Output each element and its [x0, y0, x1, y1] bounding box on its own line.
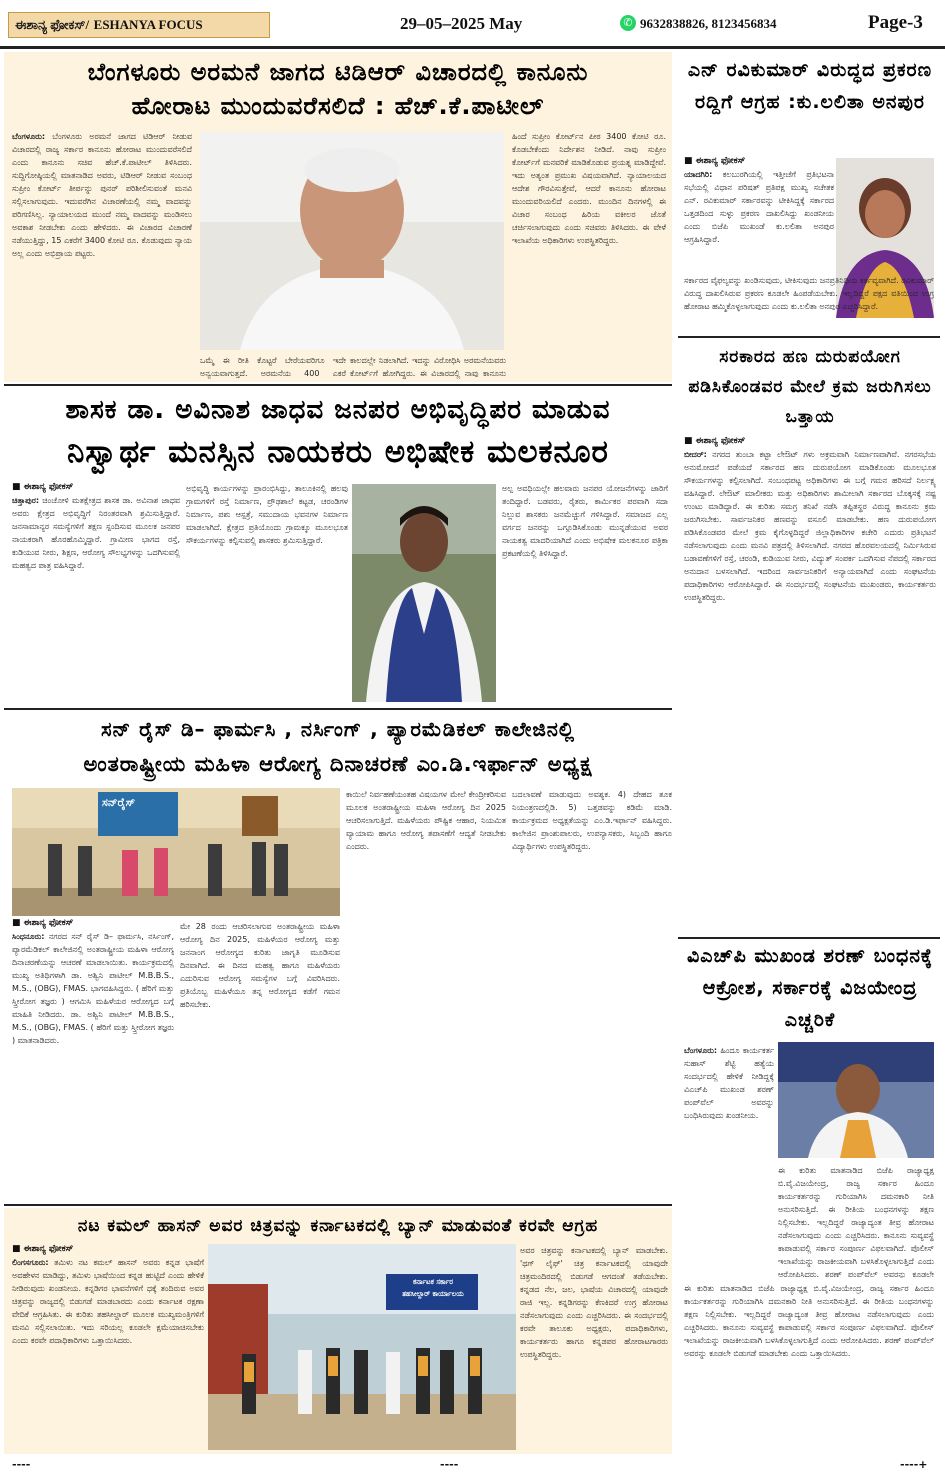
right1-body-bottom: ಸರ್ಕಾರದ ವೈಫಲ್ಯವನ್ನು ಖಂಡಿಸುವುದು, ಟೀಕಿಸುವುದು ಜನಪ್ರತಿನಿಧಿಯ ಕರ್ತವ್ಯವಾಗಿದೆ. ರವಿಕುಮಾರ್ ವಿರುದ್ಧ ದಾಖಲಿಸಿರುವ ಪ್ರಕರಣ ಕೂಡಲೇ ಹಿಂಪಡೆಯಬೇಕು. ಇಲ್ಲದಿದ್ದರೆ ಪಕ್ಷದ ವತಿಯಿಂದ ಉಗ್ರ ಹೋರಾಟ ಹಮ್ಮಿಕೊಳ್ಳಲಾಗುವುದು ಎಂದು ಕು.ಲಲಿತಾ ಅನಪುರ ಎಚ್ಚರಿಸಿದ್ದಾರೆ. — [684, 276, 934, 311]
right1-byline: ■ ಈಶಾನ್ಯ ಫೋಕಸ್ — [684, 156, 746, 166]
photo-sign — [388, 1276, 478, 1300]
story2-body-mid: ಅಭಿವೃದ್ಧಿ ಕಾರ್ಯಗಳನ್ನು ಪ್ರಾರಂಭಿಸಿದ್ದು, ತಾಲೂಕಿನಲ್ಲಿ ಹಲವು ಗ್ರಾಮಗಳಿಗೆ ರಸ್ತೆ ನಿರ್ಮಾಣ, ಪ್ರೌಢಶಾಲೆ ಕಟ್ಟಡ, ಚರಂಡಿಗಳ ನಿರ್ಮಾಣ, ಪಶು ಆಸ್ಪತ್ರೆ, ಸಮುದಾಯ ಭವನಗಳ ನಿರ್ಮಾಣ ಮಾಡಲಾಗಿದೆ. ಕ್ಷೇತ್ರದ ಪ್ರತಿಯೊಂದು ಗ್ರಾಮಕ್ಕೂ ಮೂಲಭೂತ ಸೌಕರ್ಯಗಳನ್ನು ಕಲ್ಪಿಸುವಲ್ಲಿ ಶಾಸಕರು ಶ್ರಮಿಸುತ್ತಿದ್ದಾರೆ. — [186, 484, 348, 545]
divider — [4, 384, 672, 386]
story3-headline-line1: ಸನ್ ರೈಸ್ ಡಿ– ಫಾರ್ಮಸಿ , ನರ್ಸಿಂಗ್ , ಪ್ಯಾರಮೆಡಿಕಲ್ ಕಾಲೇಜಿನಲ್ಲಿ — [100, 717, 576, 741]
lead-photo-minister — [200, 132, 504, 350]
story4-photo — [208, 1244, 516, 1450]
lead-headline-line1: ಬೆಂಗಳೂರು ಅರಮನೆ ಜಾಗದ ಟಿಡಿಆರ್ ವಿಚಾರದಲ್ಲಿ ಕಾನೂನು — [87, 58, 589, 86]
lead-dateline: ಬೆಂಗಳೂರು: — [12, 132, 46, 141]
story3-body-right2: ಬದಲಾವಣೆ ಮಾಡುವುದು ಅವಶ್ಯಕ. 4) ದೇಹದ ತೂಕ ನಿಯಂತ್ರಣದಲ್ಲಿಡಿ. 5) ಒತ್ತಡವನ್ನು ಕಡಿಮೆ ಮಾಡಿ. ಕಾರ್ಯಕ್ರಮದ ಅಧ್ಯಕ್ಷತೆಯನ್ನು ಎಂ.ಡಿ.ಇರ್ಫಾನ್ ವಹಿಸಿದ್ದರು. ಕಾಲೇಜಿನ ಪ್ರಾಂಶುಪಾಲರು, ಉಪನ್ಯಾಸಕರು, ಸಿಬ್ಬಂದಿ ಹಾಗೂ ವಿದ್ಯಾರ್ಥಿಗಳು ಉಪಸ್ಥಿತರಿದ್ದರು. — [512, 790, 672, 851]
protest-photo — [208, 1244, 516, 1450]
story4-byline: ■ ಈಶಾನ್ಯ ಫೋಕಸ್ — [12, 1244, 74, 1254]
lead-body-mid2: ಕಾಲದಲ್ಲೇ ನಿಡಲಾಗಿದೆ. ಇದನ್ನು ವಿರೋಧಿಸಿ ಅರಮನೆಯವರು ಕೋರ್ಟ್‌ಗೆ ಹೋಗಿದ್ದರು. ಈ ವಿಚಾರದಲ್ಲಿ ನಾವು ಕಾನೂನು — [350, 356, 506, 378]
young-man-portrait — [352, 484, 496, 702]
right2-dateline: ಬೀದರ್: — [684, 450, 707, 459]
story2-headline-line2: ನಿಸ್ವಾರ್ಥ ಮನಸ್ಸಿನ ನಾಯಕರು ಅಭಿಷೇಕ ಮಲಕನೂರ — [67, 434, 609, 470]
story-kamal — [4, 1208, 672, 1454]
right3-body-bottom: ಈ ಕುರಿತು ಮಾತನಾಡಿದ ಬಿಜೆಪಿ ರಾಜ್ಯಾಧ್ಯಕ್ಷ ಬಿ.ವೈ.ವಿಜಯೇಂದ್ರ, ರಾಜ್ಯ ಸರ್ಕಾರ ಹಿಂದೂ ಕಾರ್ಯಕರ್ತರನ್ನು ಗುರಿಯಾಗಿಸಿ ದಮನಕಾರಿ ನೀತಿ ಅನುಸರಿಸುತ್ತಿದೆ. ಈ ರೀತಿಯ ಬಂಧನಗಳನ್ನು ತಕ್ಷಣ ನಿಲ್ಲಿಸಬೇಕು. ಇಲ್ಲದಿದ್ದರೆ ರಾಜ್ಯಾದ್ಯಂತ ತೀವ್ರ ಹೋರಾಟ ನಡೆಸಲಾಗುವುದು ಎಂದು ಎಚ್ಚರಿಸಿದರು. ಕಾನೂನು ಸುವ್ಯವಸ್ಥೆ ಕಾಪಾಡುವಲ್ಲಿ ಸರ್ಕಾರ ಸಂಪೂರ್ಣ ವಿಫಲವಾಗಿದೆ. ಪೊಲೀಸ್ ಇಲಾಖೆಯನ್ನು ರಾಜಕೀಯವಾಗಿ ಬಳಸಿಕೊಳ್ಳಲಾಗುತ್ತಿದೆ ಎಂದು ಆರೋಪಿಸಿದರು. ಶರಣ್ ಪಂಪ್‌ವೆಲ್ ಅವರನ್ನು ಕೂಡಲೇ ಬಿಡುಗಡೆ ಮಾಡಬೇಕು ಎಂದು ಒತ್ತಾಯಿಸಿದರು. — [684, 1284, 934, 1358]
story3-body-mid: ಮೇ 28 ರಂದು ಆಚರಿಸಲಾಗುವ ಅಂತರಾಷ್ಟ್ರೀಯ ಮಹಿಳಾ ಆರೋಗ್ಯ ದಿನ 2025, ಮಹಿಳೆಯರ ಆರೋಗ್ಯ ಮತ್ತು ಜನನಾಂಗ ಆರೋಗ್ಯದ ಕುರಿತು ಜಾಗೃತಿ ಮೂಡಿಸುವ ದಿನವಾಗಿದೆ. ಈ ದಿನದ ಮಹತ್ವ ಹಾಗೂ ಮಹಿಳೆಯರು ಎದುರಿಸುವ ಆರೋಗ್ಯ ಸಮಸ್ಯೆಗಳ ಬಗ್ಗೆ ವಿವರಿಸಿದರು. ಪ್ರತಿಯೊಬ್ಬ ಮಹಿಳೆಯೂ ತನ್ನ ಆರೋಗ್ಯದ ಕಡೆಗೆ ಗಮನ ಹರಿಸಬೇಕು. — [180, 922, 340, 1009]
story2-body-right: ಅಲ್ಪ ಅವಧಿಯಲ್ಲೇ ಹಲವಾರು ಜನಪರ ಯೋಜನೆಗಳನ್ನು ಜಾರಿಗೆ ತಂದಿದ್ದಾರೆ. ಬಡವರು, ರೈತರು, ಕಾರ್ಮಿಕರ ಪರವಾಗಿ ಸದಾ ನಿಲ್ಲುವ ಶಾಸಕರು ಜನಮೆಚ್ಚುಗೆ ಗಳಿಸಿದ್ದಾರೆ. ಸಮಾಜದ ಎಲ್ಲ ವರ್ಗದ ಜನರನ್ನು ಒಗ್ಗೂಡಿಸಿಕೊಂಡು ಮುನ್ನಡೆಯುವ ಅವರ ನಾಯಕತ್ವ ಮಾದರಿಯಾಗಿದೆ ಎಂದು ಅಭಿಷೇಕ ಮಲಕನೂರ ಪತ್ರಿಕಾ ಪ್ರಕಟಣೆಯಲ್ಲಿ ತಿಳಿಸಿದ್ದಾರೆ. — [502, 484, 668, 558]
lead-body-right: ಹಿಂದೆ ಸುಪ್ರೀಂ ಕೋರ್ಟ್‌ನ ಪೀಠ 3400 ಕೋಟಿ ರೂ. ಕೊಡಬೇಕೆಂದು ನಿರ್ದೇಶನ ನೀಡಿದೆ. ನಾವು ಸುಪ್ರೀಂ ಕೋರ್ಟ್‌ಗೆ ಮನವರಿಕೆ ಮಾಡಿಕೊಡುವ ಪ್ರಯತ್ನ ಮಾಡಿದ್ದೇವೆ. ಇದು ಅತ್ಯಂತ ಪ್ರಮುಖ ವಿಷಯವಾಗಿದೆ. ನ್ಯಾಯಾಲಯದ ಆದೇಶ ಗೌರವಿಸುತ್ತೇವೆ, ಆದರೆ ಕಾನೂನು ಹೋರಾಟ ಮುಂದುವರಿಯಲಿದೆ ಎಂದರು. ಮುಂದಿನ ದಿನಗಳಲ್ಲಿ ಈ ವಿಚಾರ ಸಂಬಂಧ ಹಿರಿಯ ವಕೀಲರ ಜೊತೆ ಚರ್ಚಿಸಲಾಗುವುದು ಎಂದು ಸಚಿವರು ತಿಳಿಸಿದರು. ಈ ವೇಳೆ ಇಲಾಖೆಯ ಅಧಿಕಾರಿಗಳು ಉಪಸ್ಥಿತರಿದ್ದರು. — [512, 132, 666, 245]
story3-dateline: ಸಿಂಧನೂರು: — [12, 932, 45, 941]
story-college — [4, 712, 672, 1202]
photo-sign-line1: ಕರ್ನಾಟಕ ಸರ್ಕಾರ — [413, 1278, 453, 1286]
paper-name: ಈಶಾನ್ಯ ಫೋಕಸ್/ ESHANYA FOCUS — [8, 12, 270, 38]
story-mla — [4, 388, 672, 708]
divider — [4, 1204, 672, 1206]
footer-right: ----+ — [900, 1458, 928, 1471]
story2-byline: ■ ಈಶಾನ್ಯ ಫೋಕಸ್ — [12, 482, 74, 492]
right-story-3 — [678, 940, 940, 1450]
story2-dateline: ಚಿತ್ತಾಪುರ: — [12, 496, 40, 505]
right3-body-top: ಬೆಂಗಳೂರು: ಹಿಂದೂ ಕಾರ್ಯಕರ್ತ ಸುಹಾಸ್ ಶೆಟ್ಟಿ ಹತ್ಯೆಯ ಸಂದರ್ಭದಲ್ಲಿ ಹೇಳಿಕೆ ನೀಡಿದ್ದಕ್ಕೆ ವಿಎಚ್‌ಪಿ ಮುಖಂಡ ಶರಣ್ ಪಂಪ್‌ವೆಲ್ ಅವರನ್ನು ಬಂಧಿಸಿರುವುದು ಖಂಡನೀಯ. — [684, 1046, 774, 1120]
masthead — [0, 0, 945, 50]
right3-photo — [778, 1042, 934, 1158]
right1-body-top: ಯಾದಗಿರಿ: ಕಲಬುರಗಿಯಲ್ಲಿ ಇತ್ತೀಚೆಗೆ ಪ್ರತಿಭಟನಾ ಸಭೆಯಲ್ಲಿ ವಿಧಾನ ಪರಿಷತ್ ಪ್ರತಿಪಕ್ಷ ಮುಖ್ಯ ಸಚೇತಕ ಎನ್. ರವಿಕುಮಾರ್ ಸರ್ಕಾರವನ್ನು ಟೀಕಿಸಿದ್ದಕ್ಕೆ ಸರ್ಕಾರದ ಒತ್ತಡದಿಂದ ಸುಳ್ಳು ಪ್ರಕರಣ ದಾಖಲಿಸಿದ್ದು ಖಂಡನೀಯ ಎಂದು ಬಿಜೆಪಿ ಮುಖಂಡೆ ಕು.ಲಲಿತಾ ಅನಪುರ ಆಗ್ರಹಿಸಿದ್ದಾರೆ. — [684, 170, 834, 244]
page-number: Page-3 — [868, 12, 923, 33]
story2-photo — [352, 484, 496, 702]
right-story-2 — [678, 340, 940, 936]
story4-headline: ನಟ ಕಮಲ್ ಹಾಸನ್ ಅವರ ಚಿತ್ರವನ್ನು ಕರ್ನಾಟಕದಲ್ಲಿ ಬ್ಯಾನ್ ಮಾಡುವಂತೆ ಕರವೇ ಆಗ್ರಹ — [77, 1216, 599, 1236]
college-event-photo — [12, 788, 340, 916]
story4-body-right: ಅವರ ಚಿತ್ರವನ್ನು ಕರ್ನಾಟಕದಲ್ಲಿ ಬ್ಯಾನ್ ಮಾಡಬೇಕು. 'ಥಗ್ ಲೈಫ್' ಚಿತ್ರ ಕರ್ನಾಟಕದಲ್ಲಿ ಯಾವುದೇ ಚಿತ್ರಮಂದಿರದಲ್ಲಿ ಬಿಡುಗಡೆ ಆಗದಂತೆ ತಡೆಯಬೇಕು. ಕನ್ನಡದ ನೆಲ, ಜಲ, ಭಾಷೆಯ ವಿಚಾರದಲ್ಲಿ ಯಾವುದೇ ರಾಜಿ ಇಲ್ಲ. ಕನ್ನಡಿಗರನ್ನು ಕೆಣಕಿದರೆ ಉಗ್ರ ಹೋರಾಟ ನಡೆಸಲಾಗುವುದು ಎಂದು ಎಚ್ಚರಿಸಿದರು. ಈ ಸಂದರ್ಭದಲ್ಲಿ ಕರವೇ ತಾಲೂಕು ಅಧ್ಯಕ್ಷರು, ಪದಾಧಿಕಾರಿಗಳು, ಕಾರ್ಯಕರ್ತರು ಹಾಗೂ ಕನ್ನಡಪರ ಹೋರಾಟಗಾರರು ಉಪಸ್ಥಿತರಿದ್ದರು. — [520, 1246, 668, 1359]
footer-left: ---- — [12, 1458, 31, 1471]
divider — [678, 336, 940, 338]
banner-label: ಸನ್‌ರೈಸ್ — [102, 796, 136, 809]
masthead-rule — [0, 46, 945, 49]
right3-dateline: ಬೆಂಗಳೂರು: — [684, 1046, 718, 1055]
right2-byline: ■ ಈಶಾನ್ಯ ಫೋಕಸ್ — [684, 436, 746, 446]
story3-body-right1: ಕಾಯಿಲೆ ನಿರ್ವಹಣೆಯಂತಹ ವಿಷಯಗಳ ಮೇಲೆ ಕೇಂದ್ರೀಕರಿಸುವ ಮೂಲಕ ಅಂತರಾಷ್ಟ್ರೀಯ ಮಹಿಳಾ ಆರೋಗ್ಯ ದಿನ 2025 ಆಚರಿಸಲಾಗುತ್ತಿದೆ. ಮಹಿಳೆಯರು ಪೌಷ್ಟಿಕ ಆಹಾರ, ನಿಯಮಿತ ವ್ಯಾಯಾಮ ಹಾಗೂ ಆರೋಗ್ಯ ತಪಾಸಣೆಗೆ ಆದ್ಯತೆ ನೀಡಬೇಕು ಎಂದರು. — [346, 790, 506, 851]
story4-dateline: ಲಿಂಗಸಗೂರು: — [12, 1258, 49, 1267]
lead-body-mid: ಒಮ್ಮೆ ಈ ರೀತಿ ಕೊಟ್ಟರೆ ಬೇರೆಯವರಿಗೂ ಇದೇ ಅನ್ವಯವಾಗುತ್ತದೆ. ಅರಮನೆಯ 400 ಎಕರೆ — [200, 356, 346, 378]
lead-headline-line2: ಹೋರಾಟ ಮುಂದುವರೆಸಲಿದೆ : ಹೆಚ್.ಕೆ.ಪಾಟೀಲ್ — [131, 92, 545, 120]
photo-sign-line2: ತಹಸೀಲ್ದಾರ್ ಕಾರ್ಯಾಲಯ — [402, 1290, 464, 1298]
minister-portrait — [200, 132, 504, 350]
lead-body-left: ಬೆಂಗಳೂರು: ಬೆಂಗಳೂರು ಅರಮನೆ ಜಾಗದ ಟಿಡಿಆರ್ ನೀಡುವ ವಿಚಾರದಲ್ಲಿ ರಾಜ್ಯ ಸರ್ಕಾರ ಕಾನೂನು ಹೋರಾಟ ಮುಂದುವರೆಸಲಿದೆ ಎಂದು ಕಾನೂನು ಸಚಿವ ಹೆಚ್.ಕೆ.ಪಾಟೀಲ್ ತಿಳಿಸಿದರು. ಸುದ್ದಿಗೋಷ್ಠಿಯಲ್ಲಿ ಮಾತನಾಡಿದ ಅವರು, ಟಿಡಿಆರ್ ನೀಡುವ ಸಂಬಂಧ ಸುಪ್ರೀಂ ಕೋರ್ಟ್ ತೀರ್ಪನ್ನು ಪುನರ್ ಪರಿಶೀಲಿಸುವಂತೆ ಮನವಿ ಸಲ್ಲಿಸಲಾಗುವುದು. ಇದುವರೆಗಿನ ವಿಚಾರಣೆಯಲ್ಲಿ ನಮ್ಮ ವಾದವನ್ನು ಪರಿಗಣಿಸಿಲ್ಲ. ನ್ಯಾಯಾಲಯದ ಮುಂದೆ ನಮ್ಮ ವಾದವನ್ನು ಮಂಡಿಸಲು ಅವಕಾಶ ನೀಡಬೇಕು ಎಂದು ಹೇಳಿದರು. ಈ ವಿಚಾರದ ವಿಚಾರಣೆ ನಡೆಯುತ್ತಿದ್ದು, 15 ಎಕರೆಗೆ 3400 ಕೋಟಿ ರೂ. ಕೊಡುವುದು ನ್ಯಾಯ ಅಲ್ಲ ಎಂದು ಅಭಿಪ್ರಾಯ ಪಟ್ಟರು. — [12, 132, 192, 258]
story2-headline-line1: ಶಾಸಕ ಡಾ. ಅವಿನಾಶ ಜಾಧವ ಜನಪರ ಅಭಿವೃದ್ಧಿಪರ ಮಾಡುವ — [65, 395, 611, 425]
phone-numbers: 9632838826, 8123456834 — [640, 16, 777, 31]
issue-date: 29–05–2025 May — [400, 14, 523, 33]
lead-story — [4, 52, 672, 382]
story3-photo — [12, 788, 340, 916]
right-story-1 — [678, 52, 940, 335]
footer-mid: ---- — [440, 1458, 459, 1471]
divider — [4, 708, 672, 710]
divider — [678, 937, 940, 939]
right1-dateline: ಯಾದಗಿರಿ: — [684, 170, 713, 179]
right1-headline: ಎನ್ ರವಿಕುಮಾರ್ ವಿರುದ್ಧದ ಪ್ರಕರಣ ರದ್ದಿಗೆ ಆಗ್ರಹ :ಕು.ಲಲಿತಾ ಅನಪುರ — [687, 59, 933, 113]
right3-body-mid: ಈ ಕುರಿತು ಮಾತನಾಡಿದ ಬಿಜೆಪಿ ರಾಜ್ಯಾಧ್ಯಕ್ಷ ಬಿ.ವೈ.ವಿಜಯೇಂದ್ರ, ರಾಜ್ಯ ಸರ್ಕಾರ ಹಿಂದೂ ಕಾರ್ಯಕರ್ತರನ್ನು ಗುರಿಯಾಗಿಸಿ ದಮನಕಾರಿ ನೀತಿ ಅನುಸರಿಸುತ್ತಿದೆ. ಈ ರೀತಿಯ ಬಂಧನಗಳನ್ನು ತಕ್ಷಣ ನಿಲ್ಲಿಸಬೇಕು. ಇಲ್ಲದಿದ್ದರೆ ರಾಜ್ಯಾದ್ಯಂತ ತೀವ್ರ ಹೋರಾಟ ನಡೆಸಲಾಗುವುದು ಎಂದು ಎಚ್ಚರಿಸಿದರು. ಕಾನೂನು ಸುವ್ಯವಸ್ಥೆ ಕಾಪಾಡುವಲ್ಲಿ ಸರ್ಕಾರ ಸಂಪೂರ್ಣ ವಿಫಲವಾಗಿದೆ. ಪೊಲೀಸ್ ಇಲಾಖೆಯನ್ನು ರಾಜಕೀಯವಾಗಿ ಬಳಸಿಕೊಳ್ಳಲಾಗುತ್ತಿದೆ ಎಂದು ಆರೋಪಿಸಿದರು. ಶರಣ್ ಪಂಪ್‌ವೆಲ್ ಅವರನ್ನು ಕೂಡಲೇ — [778, 1166, 934, 1278]
right2-body: ಬೀದರ್: ನಗರದ ತುಂಬಾ ಕಟ್ಟಾ ಲೇಔಟ್ ಗಳು ಅಕ್ರಮವಾಗಿ ನಿರ್ಮಾಣವಾಗಿವೆ. ನಗರಸಭೆಯ ಅನುಮೋದನೆ ಪಡೆಯದೆ ಸರ್ಕಾರದ ಹಣ ದುರುಪಯೋಗ ಮಾಡಿಕೊಂಡು ಮೂಲಭೂತ ಸೌಕರ್ಯಗಳನ್ನು ಕಲ್ಪಿಸಲಾಗಿದೆ. ಸಂಬಂಧಪಟ್ಟ ಅಧಿಕಾರಿಗಳು ಈ ಬಗ್ಗೆ ಗಮನ ಹರಿಸದೆ ನಿರ್ಲಕ್ಷ್ಯ ವಹಿಸಿದ್ದಾರೆ. ಲೇಔಟ್ ಮಾಲೀಕರು ಮತ್ತು ಅಧಿಕಾರಿಗಳು ಶಾಮೀಲಾಗಿ ಸರ್ಕಾರದ ಬೊಕ್ಕಸಕ್ಕೆ ನಷ್ಟ ಉಂಟು ಮಾಡಿದ್ದಾರೆ. ಈ ಕುರಿತು ಸಮಗ್ರ ತನಿಖೆ ನಡೆಸಿ ತಪ್ಪಿತಸ್ಥರ ವಿರುದ್ಧ ಕಾನೂನು ಕ್ರಮ ಜರುಗಿಸಬೇಕು. ಸಾರ್ವಜನಿಕರ ಹಣವನ್ನು ವಸೂಲಿ ಮಾಡಬೇಕು. ಹಣ ದುರುಪಯೋಗ ಪಡಿಸಿಕೊಂಡವರ ಮೇಲೆ ಕ್ರಮ ಕೈಗೊಳ್ಳದಿದ್ದರೆ ಜಿಲ್ಲಾಧಿಕಾರಿಗಳ ಕಚೇರಿ ಎದುರು ಪ್ರತಿಭಟನೆ ನಡೆಸಲಾಗುವುದು ಎಂದು ಮನವಿ ಪತ್ರದಲ್ಲಿ ತಿಳಿಸಲಾಗಿದೆ. ನಗರದ ಹೊರವಲಯದಲ್ಲಿ ನಿರ್ಮಿಸಿರುವ ಬಡಾವಣೆಗಳಿಗೆ ರಸ್ತೆ, ಚರಂಡಿ, ಕುಡಿಯುವ ನೀರು, ವಿದ್ಯುತ್ ಸಂಪರ್ಕ ಒದಗಿಸುವ ನೆಪದಲ್ಲಿ ಸರ್ಕಾರದ ಅನುದಾನ ಬಳಸಲಾಗಿದೆ. ಇದರಿಂದ ಸಾರ್ವಜನಿಕರಿಗೆ ಅನ್ಯಾಯವಾಗಿದೆ ಎಂದು ಸಂಘಟನೆಯ ಪದಾಧಿಕಾರಿಗಳು ಆರೋಪಿಸಿದ್ದಾರೆ. ಈ ಸಂದರ್ಭದಲ್ಲಿ ಸಂಘಟನೆಯ ಮುಖಂಡರು, ಕಾರ್ಯಕರ್ತರು ಉಪಸ್ಥಿತರಿದ್ದರು. — [684, 450, 936, 602]
story4-body-left: ಲಿಂಗಸಗೂರು: ತಮಿಳು ನಟ ಕಮಲ್ ಹಾಸನ್ ಅವರು ಕನ್ನಡ ಭಾಷೆಗೆ ಅವಹೇಳನ ಮಾಡಿದ್ದು, ತಮಿಳು ಭಾಷೆಯಿಂದ ಕನ್ನಡ ಹುಟ್ಟಿದೆ ಎಂದು ಹೇಳಿಕೆ ನೀಡಿರುವುದು ಖಂಡನೀಯ. ಕನ್ನಡಿಗರ ಭಾವನೆಗಳಿಗೆ ಧಕ್ಕೆ ತಂದಿರುವ ಅವರ ಚಿತ್ರವನ್ನು ರಾಜ್ಯದಲ್ಲಿ ಬಿಡುಗಡೆ ಮಾಡಬಾರದು ಎಂದು ಕರ್ನಾಟಕ ರಕ್ಷಣಾ ವೇದಿಕೆ ಆಗ್ರಹಿಸಿತು. ಈ ಕುರಿತು ತಹಸೀಲ್ದಾರ್ ಮೂಲಕ ಮುಖ್ಯಮಂತ್ರಿಗಳಿಗೆ ಮನವಿ ಸಲ್ಲಿಸಲಾಯಿತು. ಇದು ಸರಿಯಲ್ಲ ಕೂಡಲೇ ಕ್ಷಮೆಯಾಚಿಸಬೇಕು ಎಂದು ಕರವೇ ಪದಾಧಿಕಾರಿಗಳು ಒತ್ತಾಯಿಸಿದರು. — [12, 1258, 204, 1345]
right2-headline: ಸರಕಾರದ ಹಣ ದುರುಪಯೋಗ ಪಡಿಸಿಕೊಂಡವರ ಮೇಲೆ ಕ್ರಮ ಜರುಗಿಸಲು ಒತ್ತಾಯ — [688, 347, 932, 427]
story3-byline: ■ ಈಶಾನ್ಯ ಫೋಕಸ್ — [12, 918, 74, 928]
politician-portrait — [778, 1042, 934, 1158]
right3-headline: ವಿಎಚ್‌ಪಿ ಮುಖಂಡ ಶರಣ್ ಬಂಧನಕ್ಕೆ ಆಕ್ರೋಶ, ಸರ್ಕಾರಕ್ಕೆ ವಿಜಯೇಂದ್ರ ಎಚ್ಚರಿಕೆ — [687, 945, 933, 1031]
story3-headline-line2: ಅಂತರಾಷ್ಟ್ರೀಯ ಮಹಿಳಾ ಆರೋಗ್ಯ ದಿನಾಚರಣೆ ಎಂ.ಡಿ.ಇರ್ಫಾನ್ ಅಧ್ಯಕ್ಷ — [83, 752, 593, 776]
story3-body-left: ಸಿಂಧನೂರು: ನಗರದ ಸನ್ ರೈಸ್ ಡಿ– ಫಾರ್ಮಸಿ, ನರ್ಸಿಂಗ್, ಪ್ಯಾರಮೆಡಿಕಲ್ ಕಾಲೇಜಿನಲ್ಲಿ ಅಂತರಾಷ್ಟ್ರೀಯ ಮಹಿಳಾ ಆರೋಗ್ಯ ದಿನಾಚರಣೆಯನ್ನು ಆಚರಣೆ ಮಾಡಲಾಯಿತು. ಕಾರ್ಯಕ್ರಮದಲ್ಲಿ ಮುಖ್ಯ ಅತಿಥಿಗಳಾಗಿ ಡಾ. ಅಶ್ವಿನಿ ಪಾಟೀಲ್ M.B.B.S., M.S., (OBG), FMAS. ಭಾಗವಹಿಸಿದ್ದರು. ( ಹೆರಿಗೆ ಮತ್ತು ಸ್ತ್ರೀರೋಗ ತಜ್ಞರು ) ಆಗಮಿಸಿ ಮಹಿಳೆಯರ ಆರೋಗ್ಯದ ಬಗ್ಗೆ ಮಾಹಿತಿ ನೀಡಿದರು. ಡಾ. ಅಶ್ವಿನಿ ಪಾಟೀಲ್ M.B.B.S., M.S., (OBG), FMAS. ( ಹೆರಿಗೆ ಮತ್ತು ಸ್ತ್ರೀರೋಗ ತಜ್ಞರು ) ಮಾತನಾಡಿದರು. — [12, 932, 174, 1045]
whatsapp-icon: ✆ — [620, 15, 636, 31]
story2-body-left: ಚಿತ್ತಾಪುರ: ಚಿಂಚೋಳಿ ಮತಕ್ಷೇತ್ರದ ಶಾಸಕ ಡಾ. ಅವಿನಾಶ ಜಾಧವ ಅವರು ಕ್ಷೇತ್ರದ ಅಭಿವೃದ್ಧಿಗೆ ನಿರಂತರವಾಗಿ ಶ್ರಮಿಸುತ್ತಿದ್ದಾರೆ. ಜನಸಾಮಾನ್ಯರ ಸಮಸ್ಯೆಗಳಿಗೆ ತಕ್ಷಣ ಸ್ಪಂದಿಸುವ ಮೂಲಕ ಜನಪರ ನಾಯಕರಾಗಿ ಹೊರಹೊಮ್ಮಿದ್ದಾರೆ. ಗ್ರಾಮೀಣ ಭಾಗದ ರಸ್ತೆ, ಕುಡಿಯುವ ನೀರು, ಶಿಕ್ಷಣ, ಆರೋಗ್ಯ ಸೌಲಭ್ಯಗಳನ್ನು ಒದಗಿಸುವಲ್ಲಿ ಮಹತ್ವದ ಪಾತ್ರ ವಹಿಸಿದ್ದಾರೆ. — [12, 496, 180, 570]
